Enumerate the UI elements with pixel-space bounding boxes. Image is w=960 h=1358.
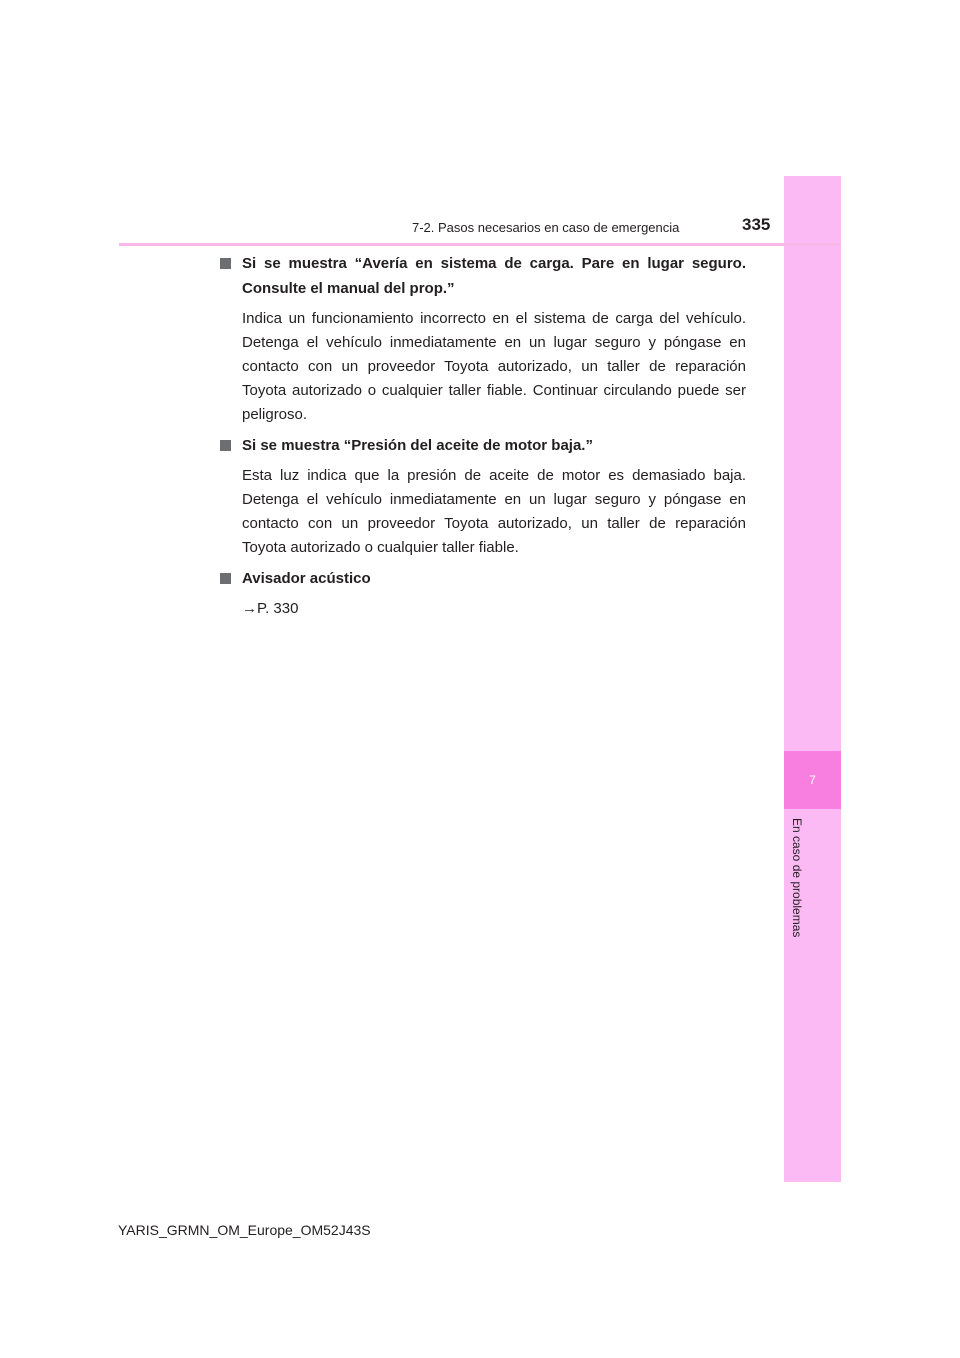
chapter-number: 7	[809, 773, 816, 787]
footer-doc-id: YARIS_GRMN_OM_Europe_OM52J43S	[118, 1222, 371, 1238]
chapter-side-tab	[784, 176, 841, 1182]
section-charging-system	[220, 251, 746, 427]
section-title: Si se muestra “Presión del aceite de motor baja.”	[242, 437, 593, 454]
section-buzzer	[220, 566, 746, 621]
section-header: 7-2. Pasos necesarios en caso de emergencia	[412, 220, 680, 235]
square-bullet-icon	[220, 573, 231, 584]
chapter-title: En caso de problemas	[790, 818, 804, 938]
square-bullet-icon	[220, 440, 231, 451]
page-content	[220, 251, 746, 621]
header-divider	[119, 243, 841, 246]
square-bullet-icon	[220, 258, 231, 269]
page-number: 335	[742, 215, 771, 234]
section-title: Si se muestra “Avería en sistema de carga. Pare en lugar seguro. Consulte el manual del prop.”	[242, 255, 746, 297]
chapter-number-box	[784, 751, 841, 809]
section-body: Esta luz indica que la presión de aceite de motor es demasiado baja. Detenga el vehículo inmediatamente en un lugar seguro y póngase en contacto con un proveedor Toyota autorizado, un taller de reparación Toyota autorizado o cualquier taller fiable.	[242, 467, 746, 556]
section-body: Indica un funcionamiento incorrecto en el sistema de carga del vehículo. Detenga el vehículo inmediatamente en un lugar seguro y póngase en contacto con un proveedor Toyota autorizado, un taller de reparación Toyota autorizado o cualquier taller fiable. Continuar circulando puede ser peligroso.	[242, 310, 746, 423]
section-title: Avisador acústico	[242, 570, 371, 587]
section-oil-pressure	[220, 433, 746, 560]
page-reference-link[interactable]: →P. 330	[242, 600, 299, 617]
